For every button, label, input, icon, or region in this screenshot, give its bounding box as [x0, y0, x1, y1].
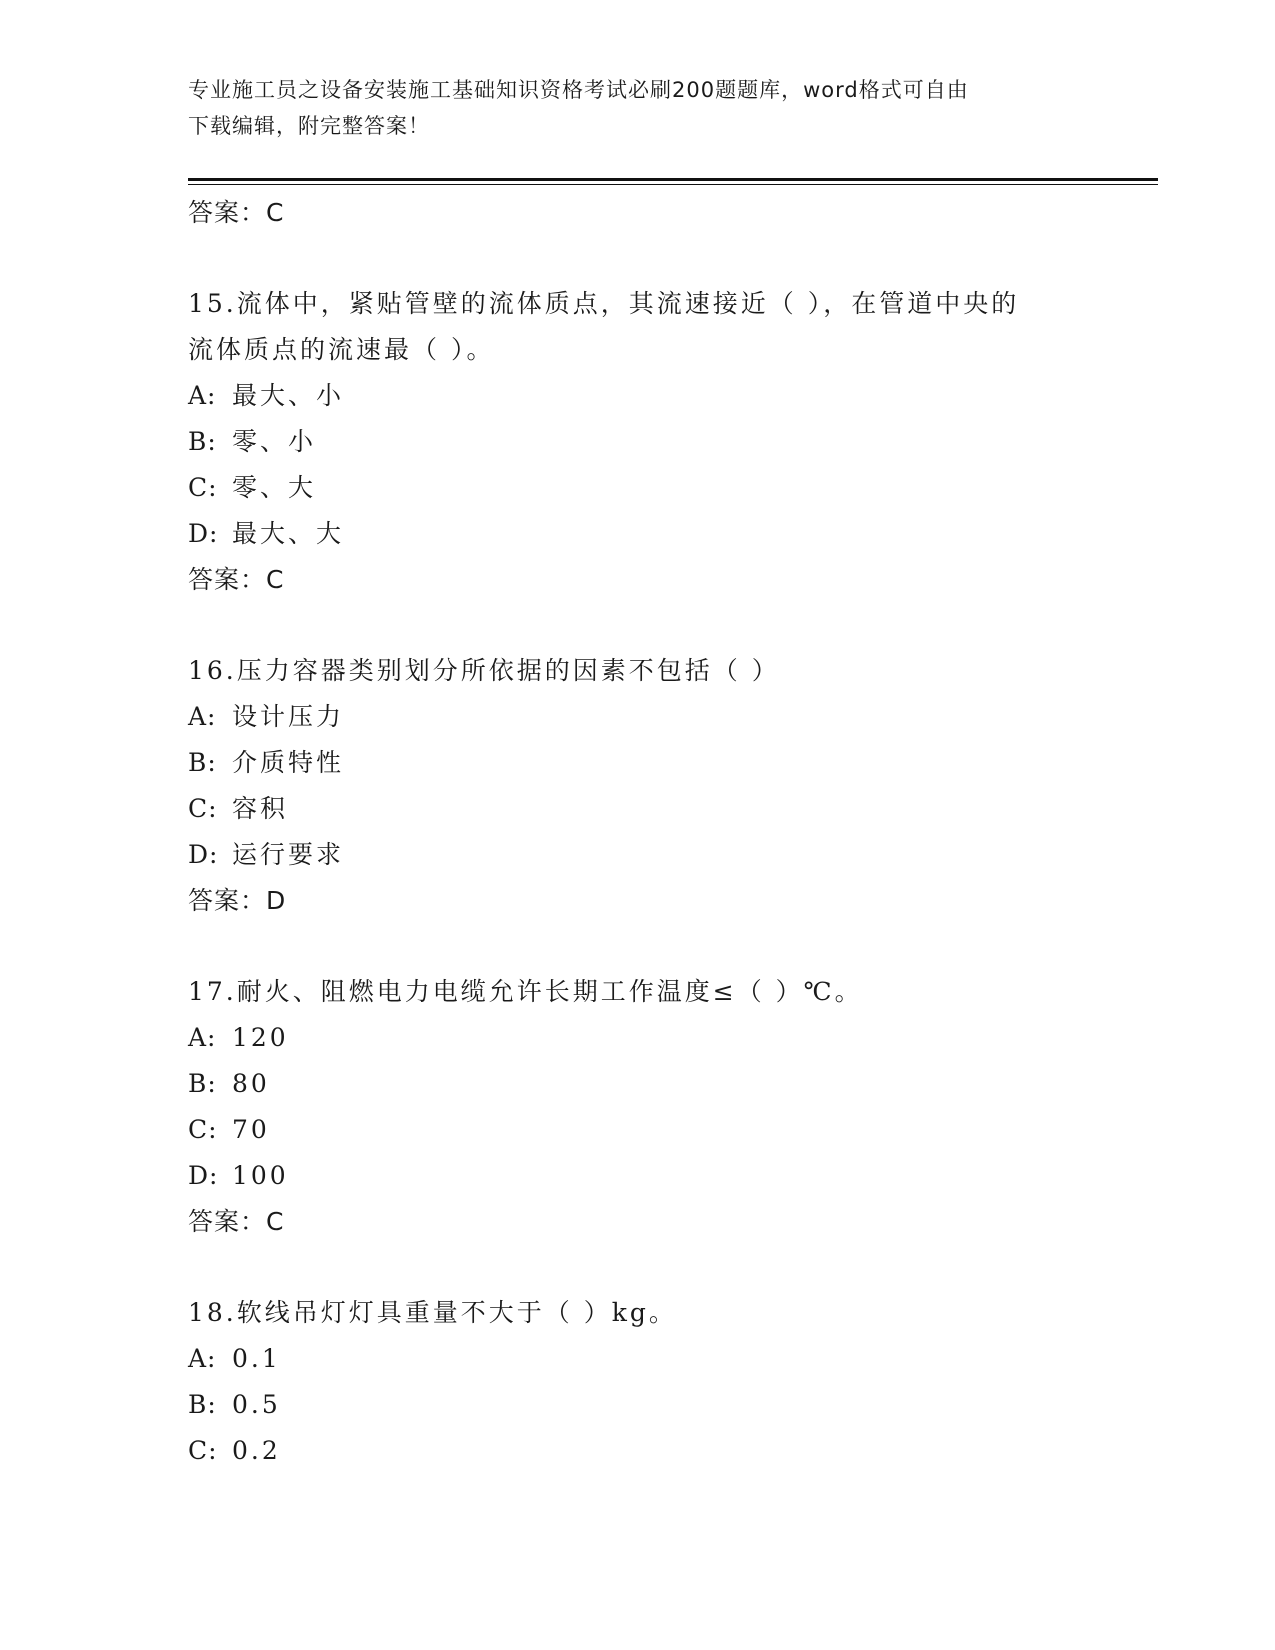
question-17 [188, 969, 1148, 1245]
answer-value: C [266, 198, 285, 227]
option-c [188, 786, 1148, 832]
answer-value: C [266, 565, 285, 594]
option-b [188, 419, 1148, 465]
option-text: 0.2 [232, 1436, 281, 1465]
option-text: 最大、大 [232, 519, 345, 548]
option-letter: C: [188, 1436, 218, 1465]
question-stem-line: 流体质点的流速最（ ）。 [188, 335, 495, 364]
header-rule-thick [188, 178, 1158, 181]
option-text: 70 [232, 1115, 270, 1144]
option-letter: B: [188, 427, 217, 456]
option-letter: A: [188, 1344, 217, 1373]
answer-label: 答案： [188, 565, 267, 594]
option-text: 最大、小 [232, 381, 345, 410]
option-a [188, 373, 1148, 419]
option-letter: D: [188, 519, 219, 548]
question-stem [188, 648, 1148, 694]
header-line-1: 专业施工员之设备安装施工基础知识资格考试必刷200题题库，word格式可自由 [188, 78, 969, 102]
header-line-2: 下载编辑，附完整答案！ [188, 114, 430, 138]
option-letter: B: [188, 748, 217, 777]
header-rule-thin [188, 184, 1158, 185]
option-text: 80 [232, 1069, 270, 1098]
question-18 [188, 1290, 1148, 1474]
answer-value: D [266, 886, 287, 915]
answer-label: 答案： [188, 198, 267, 227]
option-letter: A: [188, 381, 217, 410]
option-a [188, 694, 1148, 740]
option-d [188, 1153, 1148, 1199]
question-answer [188, 1199, 1148, 1245]
option-text: 0.1 [232, 1344, 281, 1373]
question-stem [188, 1290, 1148, 1336]
question-answer [188, 557, 1148, 603]
option-text: 120 [232, 1023, 289, 1052]
option-a [188, 1015, 1148, 1061]
document-header [188, 72, 1088, 144]
option-d [188, 832, 1148, 878]
option-text: 零、小 [232, 427, 317, 456]
option-text: 介质特性 [232, 748, 345, 777]
option-c [188, 465, 1148, 511]
option-letter: D: [188, 1161, 219, 1190]
option-b [188, 1061, 1148, 1107]
question-16 [188, 648, 1148, 924]
answer-label: 答案： [188, 1207, 267, 1236]
question-stem-line: 16.压力容器类别划分所依据的因素不包括（ ） [188, 656, 780, 685]
option-text: 设计压力 [232, 702, 345, 731]
option-letter: C: [188, 1115, 218, 1144]
question-stem-line: 17.耐火、阻燃电力电缆允许长期工作温度≤（ ）℃。 [188, 977, 863, 1006]
option-letter: A: [188, 702, 217, 731]
question-15 [188, 281, 1148, 603]
option-c [188, 1107, 1148, 1153]
question-stem-line: 15.流体中，紧贴管壁的流体质点，其流速接近（ ），在管道中央的 [188, 289, 1020, 318]
option-text: 零、大 [232, 473, 317, 502]
previous-answer [188, 190, 1148, 236]
question-stem-line: 18.软线吊灯灯具重量不大于（ ）kg。 [188, 1298, 677, 1327]
question-answer [188, 878, 1148, 924]
option-letter: A: [188, 1023, 217, 1052]
option-letter: B: [188, 1069, 217, 1098]
option-text: 运行要求 [232, 840, 345, 869]
option-text: 0.5 [232, 1390, 281, 1419]
answer-value: C [266, 1207, 285, 1236]
option-letter: C: [188, 473, 218, 502]
question-stem [188, 281, 1148, 373]
option-text: 容积 [232, 794, 289, 823]
question-stem [188, 969, 1148, 1015]
option-letter: C: [188, 794, 218, 823]
answer-label: 答案： [188, 886, 267, 915]
option-b [188, 740, 1148, 786]
option-b [188, 1382, 1148, 1428]
option-a [188, 1336, 1148, 1382]
option-letter: B: [188, 1390, 217, 1419]
question-list [188, 190, 1148, 1474]
option-d [188, 511, 1148, 557]
option-letter: D: [188, 840, 219, 869]
option-c [188, 1428, 1148, 1474]
option-text: 100 [232, 1161, 289, 1190]
